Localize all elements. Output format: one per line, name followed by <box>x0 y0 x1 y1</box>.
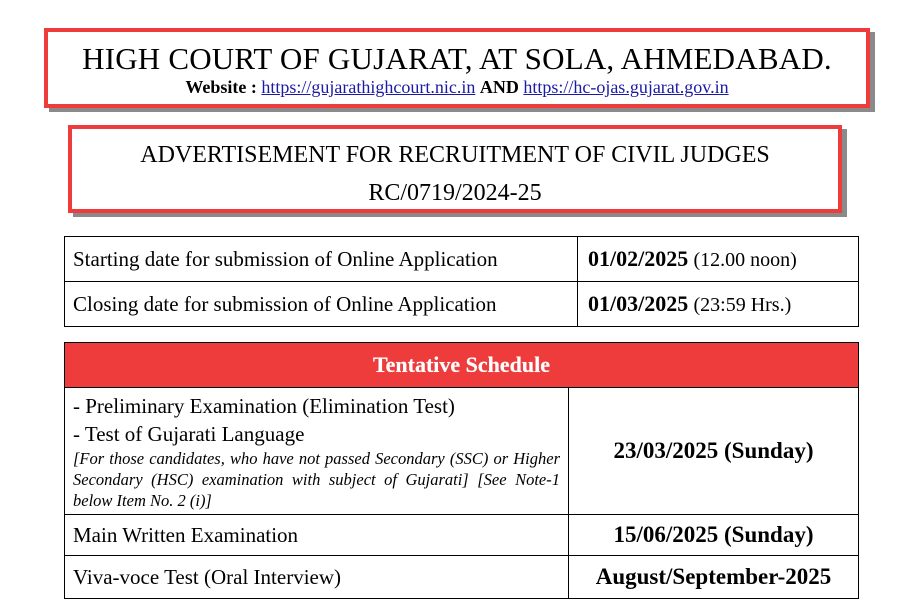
closing-date: 01/03/2025 <box>588 291 689 316</box>
table-row <box>65 388 859 515</box>
reference-number: RC/0719/2024-25 <box>368 180 542 206</box>
preliminary-cell <box>65 388 569 515</box>
starting-time: (12.00 noon) <box>693 249 797 271</box>
court-header-box <box>44 28 870 108</box>
starting-date-cell <box>578 237 859 282</box>
main-exam-label: Main Written Examination <box>65 515 569 556</box>
closing-time: (23:59 Hrs.) <box>693 294 792 316</box>
gujarati-test-label: - Test of Gujarati Language <box>73 422 305 446</box>
advertisement-box <box>68 125 842 213</box>
link-hc-ojas[interactable]: https://hc-ojas.gujarat.gov.in <box>523 77 729 97</box>
tentative-schedule-table <box>64 342 859 599</box>
preliminary-date: 23/03/2025 (Sunday) <box>569 388 859 515</box>
starting-date: 01/02/2025 <box>588 246 689 271</box>
and-connector: AND <box>479 77 519 97</box>
link-gujarathighcourt[interactable]: https://gujarathighcourt.nic.in <box>261 77 476 97</box>
court-name: HIGH COURT OF GUJARAT, AT SOLA, AHMEDABAD. <box>82 41 832 76</box>
advertisement-title: ADVERTISEMENT FOR RECRUITMENT OF CIVIL JUDGES <box>140 142 770 168</box>
application-dates-table <box>64 236 859 327</box>
main-exam-date: 15/06/2025 (Sunday) <box>569 515 859 556</box>
starting-date-label: Starting date for submission of Online Application <box>65 237 578 282</box>
preliminary-exam-label: - Preliminary Examination (Elimination Test) <box>73 394 455 418</box>
table-row <box>65 556 859 599</box>
gujarati-test-note: [For those candidates, who have not passed Secondary (SSC) or Higher Secondary (HSC) examination with subject of Gujarati] [See Note-1 below Item No. 2 (i)] <box>73 449 560 510</box>
table-row <box>65 282 859 327</box>
viva-voce-label: Viva-voce Test (Oral Interview) <box>65 556 569 599</box>
closing-date-label: Closing date for submission of Online Application <box>65 282 578 327</box>
website-line <box>48 76 866 98</box>
website-label: Website : <box>185 77 257 97</box>
viva-voce-date: August/September-2025 <box>569 556 859 599</box>
closing-date-cell <box>578 282 859 327</box>
schedule-heading: Tentative Schedule <box>65 343 859 388</box>
table-row <box>65 237 859 282</box>
table-row <box>65 515 859 556</box>
